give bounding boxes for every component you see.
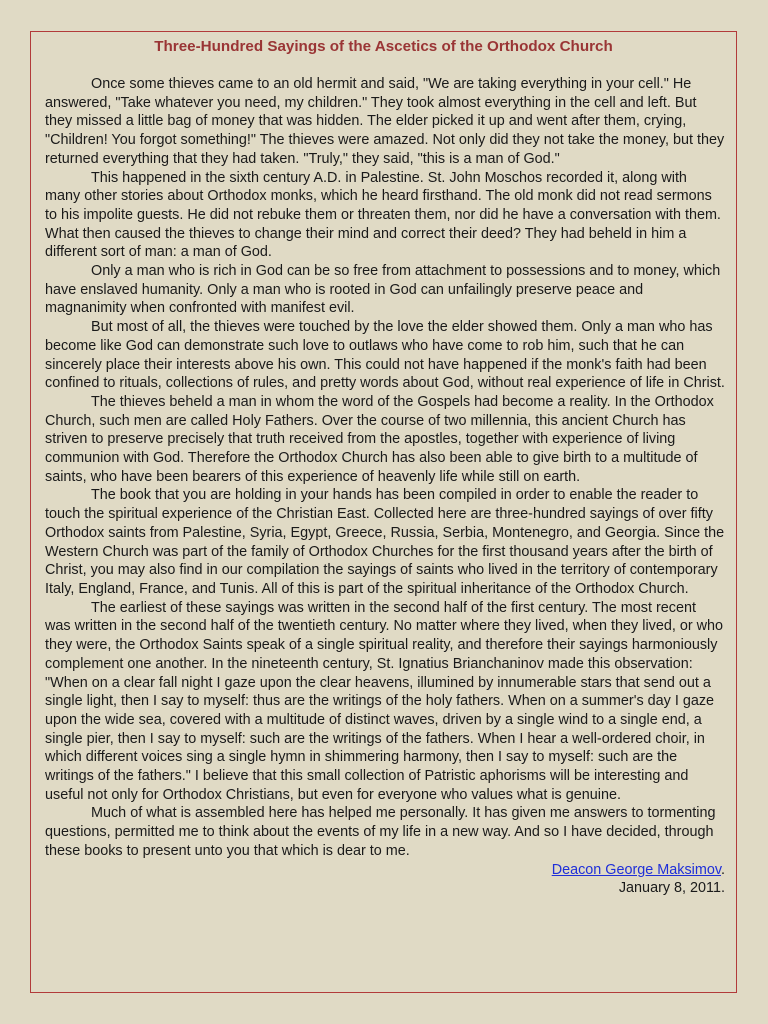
signature-line: [45, 861, 725, 880]
page-frame: [30, 31, 737, 993]
paragraph-5: The thieves beheld a man in whom the word of the Gospels had become a reality. In the Orthodox Church, such men are called Holy Fathers. Over the course of two millennia, this ancient Church has striven to preserve precisely that truth received from the apostles, together with experience of living communion with God. Therefore the Orthodox Church has also been able to give birth to a multitude of saints, who have been bearers of this experience of heavenly life while still on earth.: [45, 393, 714, 485]
signature-date: January 8, 2011.: [618, 880, 725, 897]
paragraph-2: This happened in the sixth century A.D. in Palestine. St. John Moschos recorded it, along with many other stories about Orthodox monks, which he heard firsthand. The old monk did not read sermons to his impolite guests. He did not rebuke them or threaten them, nor did he have a conversation with them. What then caused the thieves to change their mind and correct their deed? They had beheld in him a different sort of man: a man of God.: [45, 169, 721, 261]
document-body: [45, 75, 725, 898]
paragraph-7: The earliest of these sayings was written in the second half of the first century. The most recent was written in the second half of the twentieth century. No matter where they lived, when they lived, or who they were, the Orthodox Saints speak of a single spiritual reality, and therefore their sayings harmoniously complement one another. In the nineteenth century, St. Ignatius Brianchaninov made this observation: "When on a clear fall night I gaze upon the clear heavens, illumined by innumerable stars that send out a single light, then I say to myself: thus are the writings of the holy fathers. When on a summer's day I gaze upon the wide sea, covered with a multitude of distinct waves, driven by a single wind to a single end, a single pier, then I say to myself: such are the writings of the fathers. When I hear a well-ordered choir, in which different voices sing a single hymn in shimmering harmony, then I say to myself: such are the writings of the fathers." I believe that this small collection of Patristic aphorisms will be interesting and useful not only for Orthodox Christians, but even for everyone who values what is genuine.: [45, 599, 724, 803]
paragraph-6: The book that you are holding in your hands has been compiled in order to enable the reader to touch the spiritual experience of the Christian East. Collected here are three-hundred sayings of over fifty Orthodox saints from Palestine, Syria, Egypt, Greece, Russia, Serbia, Montenegro, and Georgia. Since the Western Church was part of the family of Orthodox Churches for the first thousand years after the birth of Christ, you may also find in our compilation the sayings of saints who lived in the territory of contemporary Italy, England, France, and Tunis. All of this is part of the spiritual inheritance of the Orthodox Church.: [45, 487, 725, 597]
paragraph-1: Once some thieves came to an old hermit and said, "We are taking everything in your cell." He answered, "Take whatever you need, my children." They took almost everything in the cell and left. But they missed a little bag of money that was hidden. The elder picked it up and went after them, crying, "Children! You forgot something!" The thieves were amazed. Not only did they not take the money, but they returned everything that they had taken. "Truly," they said, "this is a man of God.": [45, 76, 725, 167]
paragraph-8: Much of what is assembled here has helped me personally. It has given me answers to tormenting questions, permitted me to think about the events of my life in a new way. And so I have decided, through these books to present unto you that which is dear to me.: [45, 805, 716, 859]
paragraph-4: But most of all, the thieves were touched by the love the elder showed them. Only a man who has become like God can demonstrate such love to outlaws who have come to rob him, such that he can sincerely place their interests above his own. This could not have happened if the monk's faith had been confined to rituals, collections of rules, and pretty words about God, without real experience of life in Christ.: [45, 319, 725, 392]
signature-period: .: [721, 861, 725, 878]
document-title: Three-Hundred Sayings of the Ascetics of the Orthodox Church: [154, 38, 613, 55]
paragraph-3: Only a man who is rich in God can be so free from attachment to possessions and to money, which have enslaved humanity. Only a man who is rooted in God can unfailingly preserve peace and magnanimity when confronted with manifest evil.: [45, 263, 721, 317]
author-link[interactable]: Deacon George Maksimov: [551, 861, 721, 878]
